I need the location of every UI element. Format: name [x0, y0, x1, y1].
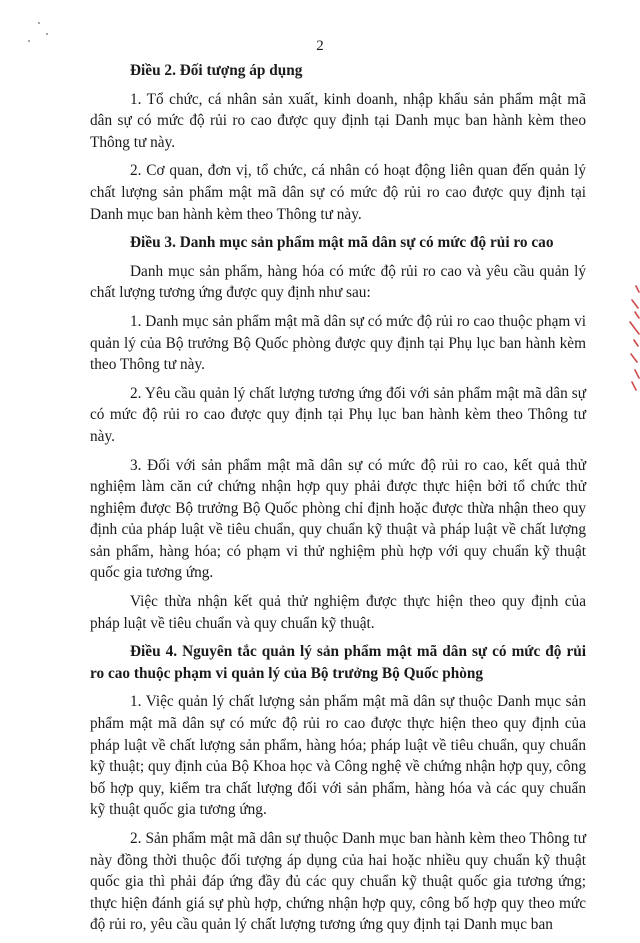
paragraph: 1. Việc quản lý chất lượng sản phẩm mật mã dân sự thuộc Danh mục sản phẩm mật mã dân sự có mức độ rủi ro cao được thực hiện theo quy định của pháp luật về chất lượng sản phẩm, hàng hóa; pháp luật về tiêu chuẩn, quy chuẩn kỹ thuật; quy định của Bộ Khoa học và Công nghệ về chứng nhận hợp quy, công bố hợp quy, kiểm tra chất lượng đối với sản phẩm, hàng hóa và các quy chuẩn kỹ thuật quốc gia tương ứng.: [90, 693, 586, 819]
article-heading: Điều 3. Danh mục sản phẩm mật mã dân sự có mức độ rủi ro cao: [130, 234, 554, 252]
paragraph: 1. Danh mục sản phẩm mật mã dân sự có mức độ rủi ro cao thuộc phạm vi quản lý của Bộ trưởng Bộ Quốc phòng được quy định tại Phụ lục ban hành kèm theo Thông tư này.: [90, 312, 586, 374]
document-body: [90, 60, 586, 943]
red-stamp-edge: [626, 282, 640, 392]
scan-speck: [46, 33, 48, 35]
paragraph: 2. Cơ quan, đơn vị, tổ chức, cá nhân có hoạt động liên quan đến quản lý chất lượng sản phẩm mật mã dân sự có mức độ rủi ro cao được quy định tại Danh mục ban hành kèm theo Thông tư này.: [90, 162, 586, 223]
paragraph: 2. Sản phẩm mật mã dân sự thuộc Danh mục ban hành kèm theo Thông tư này đồng thời thuộc đối tượng áp dụng của hai hoặc nhiều quy chuẩn kỹ thuật quốc gia thì phải đáp ứng đầy đủ các quy chuẩn kỹ thuật quốc gia tương ứng; thực hiện đánh giá sự phù hợp, chứng nhận hợp quy, công bố hợp quy theo mức độ rủi ro, yêu cầu quản lý chất lượng tương ứng quy định tại Danh mục ban: [90, 830, 586, 934]
scan-speck: [38, 22, 40, 24]
article-heading: Điều 2. Đối tượng áp dụng: [130, 62, 303, 79]
page-number: 2: [316, 38, 324, 54]
paragraph: Việc thừa nhận kết quả thử nghiệm được thực hiện theo quy định của pháp luật về tiêu chuẩn và quy chuẩn kỹ thuật.: [90, 593, 586, 632]
paragraph: 1. Tổ chức, cá nhân sản xuất, kinh doanh, nhập khẩu sản phẩm mật mã dân sự có mức độ rủi ro cao được quy định tại Danh mục ban hành kèm theo Thông tư này.: [90, 90, 586, 151]
paragraph: Danh mục sản phẩm, hàng hóa có mức độ rủi ro cao và yêu cầu quản lý chất lượng tương ứng được quy định như sau:: [90, 262, 586, 302]
article-heading: Điều 4. Nguyên tắc quản lý sản phẩm mật mã dân sự có mức độ rủi ro cao thuộc phạm vi quản lý của Bộ trưởng Bộ Quốc phòng: [90, 643, 586, 682]
paragraph: 2. Yêu cầu quản lý chất lượng tương ứng đối với sản phẩm mật mã dân sự có mức độ rủi ro cao được quy định tại Phụ lục ban hành kèm theo Thông tư này.: [90, 384, 586, 445]
paragraph: 3. Đối với sản phẩm mật mã dân sự có mức độ rủi ro cao, kết quả thử nghiệm làm căn cứ chứng nhận hợp quy phải được thực hiện bởi tổ chức thử nghiệm được Bộ trưởng Bộ Quốc phòng chỉ định hoặc được thừa nhận theo quy định của pháp luật về tiêu chuẩn, quy chuẩn kỹ thuật và pháp luật về chất lượng sản phẩm, hàng hóa; có phạm vi thử nghiệm phù hợp với quy chuẩn kỹ thuật quốc gia tương ứng.: [90, 456, 586, 582]
